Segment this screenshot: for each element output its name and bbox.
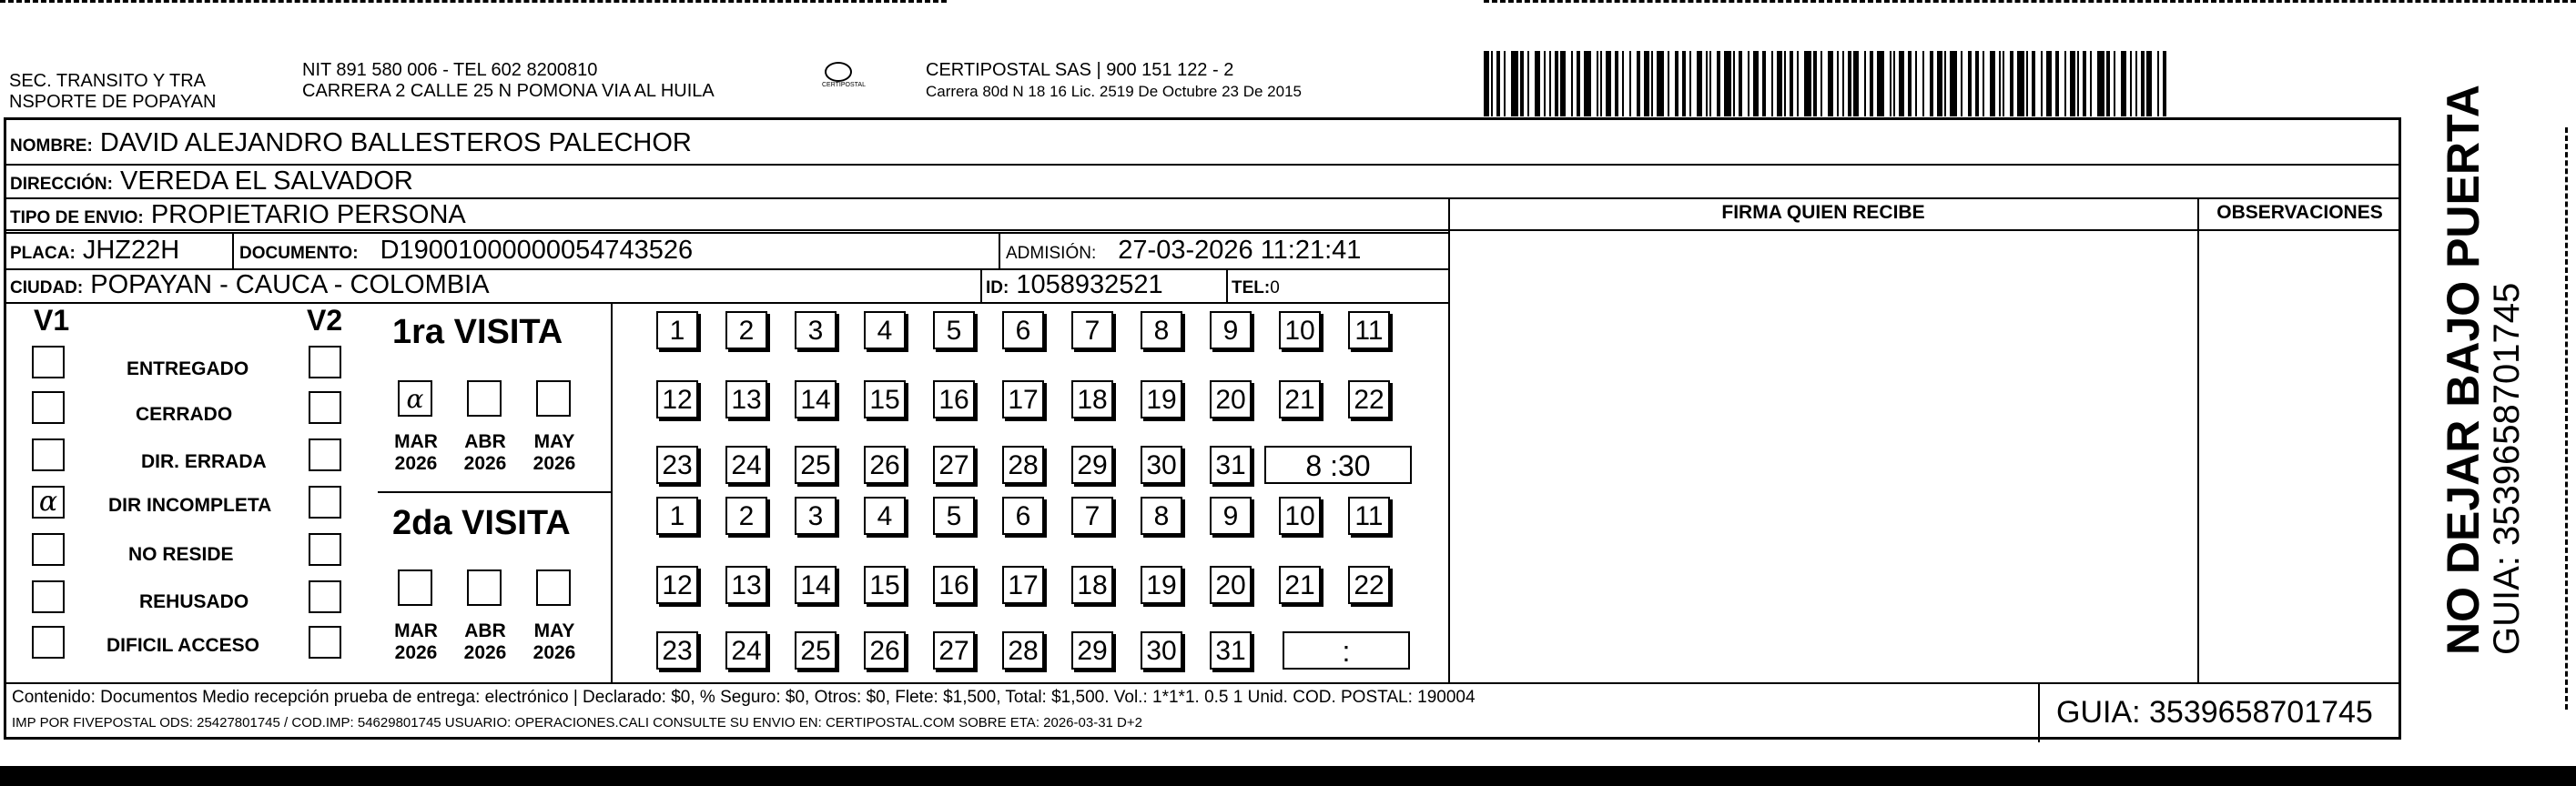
status-option-label: NO RESIDE: [128, 544, 234, 565]
day-box[interactable]: 9: [1210, 497, 1252, 535]
day-box[interactable]: 18: [1071, 566, 1113, 604]
day-box[interactable]: 10: [1279, 497, 1321, 535]
first-visit-time[interactable]: 8 :30: [1264, 446, 1412, 484]
day-box[interactable]: 16: [933, 566, 975, 604]
side-guia: GUIA: 3539658701745: [2487, 282, 2527, 655]
v1-checkbox[interactable]: [32, 533, 65, 566]
footer-print-line: IMP POR FIVEPOSTAL ODS: 25427801745 / COD.IMP: 54629801745 USUARIO: OPERACIONES.CALI CONSULTE SU ENVIO EN: CERTIPOSTAL.COM SOBRE ETA: 2026-03-31 D+2: [12, 715, 1142, 731]
month-checkbox[interactable]: [467, 380, 502, 417]
sender-org: SEC. TRANSITO Y TRA NSPORTE DE POPAYAN: [9, 71, 217, 112]
first-visit-title: 1ra VISITA: [392, 313, 563, 351]
day-box[interactable]: 24: [725, 446, 767, 484]
direccion-row: DIRECCIÓN: VEREDA EL SALVADOR: [10, 166, 413, 196]
month-label: MAY 2026: [532, 431, 576, 474]
status-option-label: DIFICIL ACCESO: [106, 635, 260, 656]
day-box[interactable]: 1: [656, 497, 698, 535]
v2-checkbox[interactable]: [309, 438, 341, 471]
courier-info: CERTIPOSTAL SAS | 900 151 122 - 2 Carrera 80d N 18 16 Lic. 2519 De Octubre 23 De 2015: [926, 60, 1302, 100]
right-dashed-edge: [2565, 127, 2568, 710]
status-option-label: DIR. ERRADA: [141, 451, 267, 472]
direccion-value: VEREDA EL SALVADOR: [120, 166, 413, 196]
documento-cell: DOCUMENTO: D19001000000054743526: [239, 236, 694, 265]
day-box[interactable]: 8: [1141, 311, 1182, 349]
month-label: ABR 2026: [463, 431, 507, 474]
tipo-envio-value: PROPIETARIO PERSONA: [150, 200, 466, 229]
day-box[interactable]: 22: [1348, 566, 1390, 604]
id-cell: ID: 1058932521: [986, 270, 1163, 299]
day-box[interactable]: 27: [933, 631, 975, 670]
v2-checkbox[interactable]: [309, 346, 341, 378]
ciudad-cell: CIUDAD: POPAYAN - CAUCA - COLOMBIA: [10, 270, 490, 299]
v1-checkbox[interactable]: α: [32, 486, 65, 519]
day-box[interactable]: 22: [1348, 380, 1390, 418]
day-box[interactable]: 14: [795, 566, 837, 604]
nombre-row: NOMBRE: DAVID ALEJANDRO BALLESTEROS PALECHOR: [10, 128, 692, 157]
delivery-form: [4, 117, 2401, 740]
footer-content-line: Contenido: Documentos Medio recepción prueba de entrega: electrónico | Declarado: $0, % Seguro: $0, Otros: $0, Flete: $1,500, Total: $1,500. Vol.: 1*1*1. 0.5 1 Unid. COD. POSTAL: 190004: [12, 688, 1476, 707]
day-box[interactable]: 2: [725, 497, 767, 535]
firma-header: FIRMA QUIEN RECIBE: [1721, 202, 1925, 223]
day-box[interactable]: 3: [795, 311, 837, 349]
side-warning: [2439, 85, 2527, 655]
day-box[interactable]: 30: [1141, 446, 1182, 484]
second-visit-time[interactable]: :: [1283, 631, 1410, 670]
day-box[interactable]: 9: [1210, 311, 1252, 349]
admision-value: 27-03-2026 11:21:41: [1118, 236, 1362, 265]
courier-logo-icon: CERTIPOSTAL: [822, 62, 855, 89]
day-box[interactable]: 21: [1279, 566, 1321, 604]
day-box[interactable]: 17: [1002, 566, 1044, 604]
month-checkbox[interactable]: [398, 569, 432, 606]
day-box[interactable]: 17: [1002, 380, 1044, 418]
day-box[interactable]: 29: [1071, 631, 1113, 670]
day-box[interactable]: 25: [795, 631, 837, 670]
day-box[interactable]: 15: [864, 566, 906, 604]
day-box[interactable]: 5: [933, 311, 975, 349]
day-box[interactable]: 31: [1210, 446, 1252, 484]
month-label: MAR 2026: [394, 431, 438, 474]
day-box[interactable]: 11: [1348, 497, 1390, 535]
v2-checkbox[interactable]: [309, 391, 341, 424]
v1-header: V1: [34, 304, 70, 337]
month-checkbox[interactable]: [467, 569, 502, 606]
day-box[interactable]: 7: [1071, 311, 1113, 349]
status-option-label: ENTREGADO: [127, 358, 249, 379]
day-box[interactable]: 25: [795, 446, 837, 484]
day-box[interactable]: 15: [864, 380, 906, 418]
day-box[interactable]: 12: [656, 566, 698, 604]
day-box[interactable]: 31: [1210, 631, 1252, 670]
month-checkbox[interactable]: α: [398, 380, 432, 417]
v1-checkbox[interactable]: [32, 580, 65, 613]
month-checkbox[interactable]: [536, 569, 571, 606]
id-value: 1058932521: [1016, 270, 1163, 299]
day-box[interactable]: 13: [725, 380, 767, 418]
tipo-envio-row: TIPO DE ENVIO: PROPIETARIO PERSONA: [10, 200, 466, 229]
day-box[interactable]: 19: [1141, 566, 1182, 604]
day-box[interactable]: 3: [795, 497, 837, 535]
day-box[interactable]: 14: [795, 380, 837, 418]
observaciones-header: OBSERVACIONES: [2216, 202, 2383, 223]
documento-value: D19001000000054743526: [380, 236, 694, 265]
day-box[interactable]: 28: [1002, 446, 1044, 484]
day-box[interactable]: 2: [725, 311, 767, 349]
day-box[interactable]: 5: [933, 497, 975, 535]
day-box[interactable]: 13: [725, 566, 767, 604]
day-box[interactable]: 1: [656, 311, 698, 349]
v2-checkbox[interactable]: [309, 533, 341, 566]
month-label: MAR 2026: [394, 620, 438, 663]
barcode: [1484, 51, 2175, 116]
second-visit-title: 2da VISITA: [392, 504, 571, 542]
day-box[interactable]: 20: [1210, 380, 1252, 418]
day-box[interactable]: 12: [656, 380, 698, 418]
nombre-value: DAVID ALEJANDRO BALLESTEROS PALECHOR: [99, 128, 692, 157]
day-box[interactable]: 6: [1002, 311, 1044, 349]
top-dashed-edge-right: [1484, 0, 2576, 21]
status-option-label: REHUSADO: [139, 591, 249, 612]
day-box[interactable]: 7: [1071, 497, 1113, 535]
v2-header: V2: [307, 304, 343, 337]
day-box[interactable]: 20: [1210, 566, 1252, 604]
ciudad-value: POPAYAN - CAUCA - COLOMBIA: [90, 270, 490, 299]
placa-cell: PLACA: JHZ22H: [10, 236, 180, 265]
day-box[interactable]: 8: [1141, 497, 1182, 535]
sender-contact: NIT 891 580 006 - TEL 602 8200810 CARRERA 2 CALLE 25 N POMONA VIA AL HUILA: [302, 60, 715, 101]
status-option-label: DIR INCOMPLETA: [108, 495, 272, 516]
day-box[interactable]: 6: [1002, 497, 1044, 535]
day-box[interactable]: 21: [1279, 380, 1321, 418]
day-box[interactable]: 29: [1071, 446, 1113, 484]
day-box[interactable]: 4: [864, 497, 906, 535]
day-box[interactable]: 24: [725, 631, 767, 670]
v2-checkbox[interactable]: [309, 580, 341, 613]
status-option-label: CERRADO: [136, 404, 233, 425]
day-box[interactable]: 16: [933, 380, 975, 418]
month-checkbox[interactable]: [536, 380, 571, 417]
month-label: ABR 2026: [463, 620, 507, 663]
admision-cell: ADMISIÓN: 27-03-2026 11:21:41: [1006, 236, 1362, 265]
no-dejar-bajo-puerta: NO DEJAR BAJO PUERTA: [2438, 85, 2489, 655]
v1-checkbox[interactable]: [32, 438, 65, 471]
month-label: MAY 2026: [532, 620, 576, 663]
bottom-bar: [0, 766, 2576, 786]
day-box[interactable]: 18: [1071, 380, 1113, 418]
v1-checkbox[interactable]: [32, 346, 65, 378]
day-box[interactable]: 11: [1348, 311, 1390, 349]
tel-value: 0: [1270, 278, 1280, 297]
day-box[interactable]: 19: [1141, 380, 1182, 418]
day-box[interactable]: 30: [1141, 631, 1182, 670]
day-box[interactable]: 27: [933, 446, 975, 484]
v2-checkbox[interactable]: [309, 626, 341, 659]
top-dashed-edge: [0, 0, 947, 21]
day-box[interactable]: 4: [864, 311, 906, 349]
day-box[interactable]: 26: [864, 446, 906, 484]
day-box[interactable]: 10: [1279, 311, 1321, 349]
placa-value: JHZ22H: [82, 236, 180, 265]
day-box[interactable]: 28: [1002, 631, 1044, 670]
day-box[interactable]: 26: [864, 631, 906, 670]
v2-checkbox[interactable]: [309, 486, 341, 519]
day-box[interactable]: 23: [656, 631, 698, 670]
v1-checkbox[interactable]: [32, 391, 65, 424]
v1-checkbox[interactable]: [32, 626, 65, 659]
day-box[interactable]: 23: [656, 446, 698, 484]
footer-guia: GUIA: 3539658701745: [2056, 695, 2373, 730]
tel-cell: TEL:0: [1232, 278, 1280, 297]
